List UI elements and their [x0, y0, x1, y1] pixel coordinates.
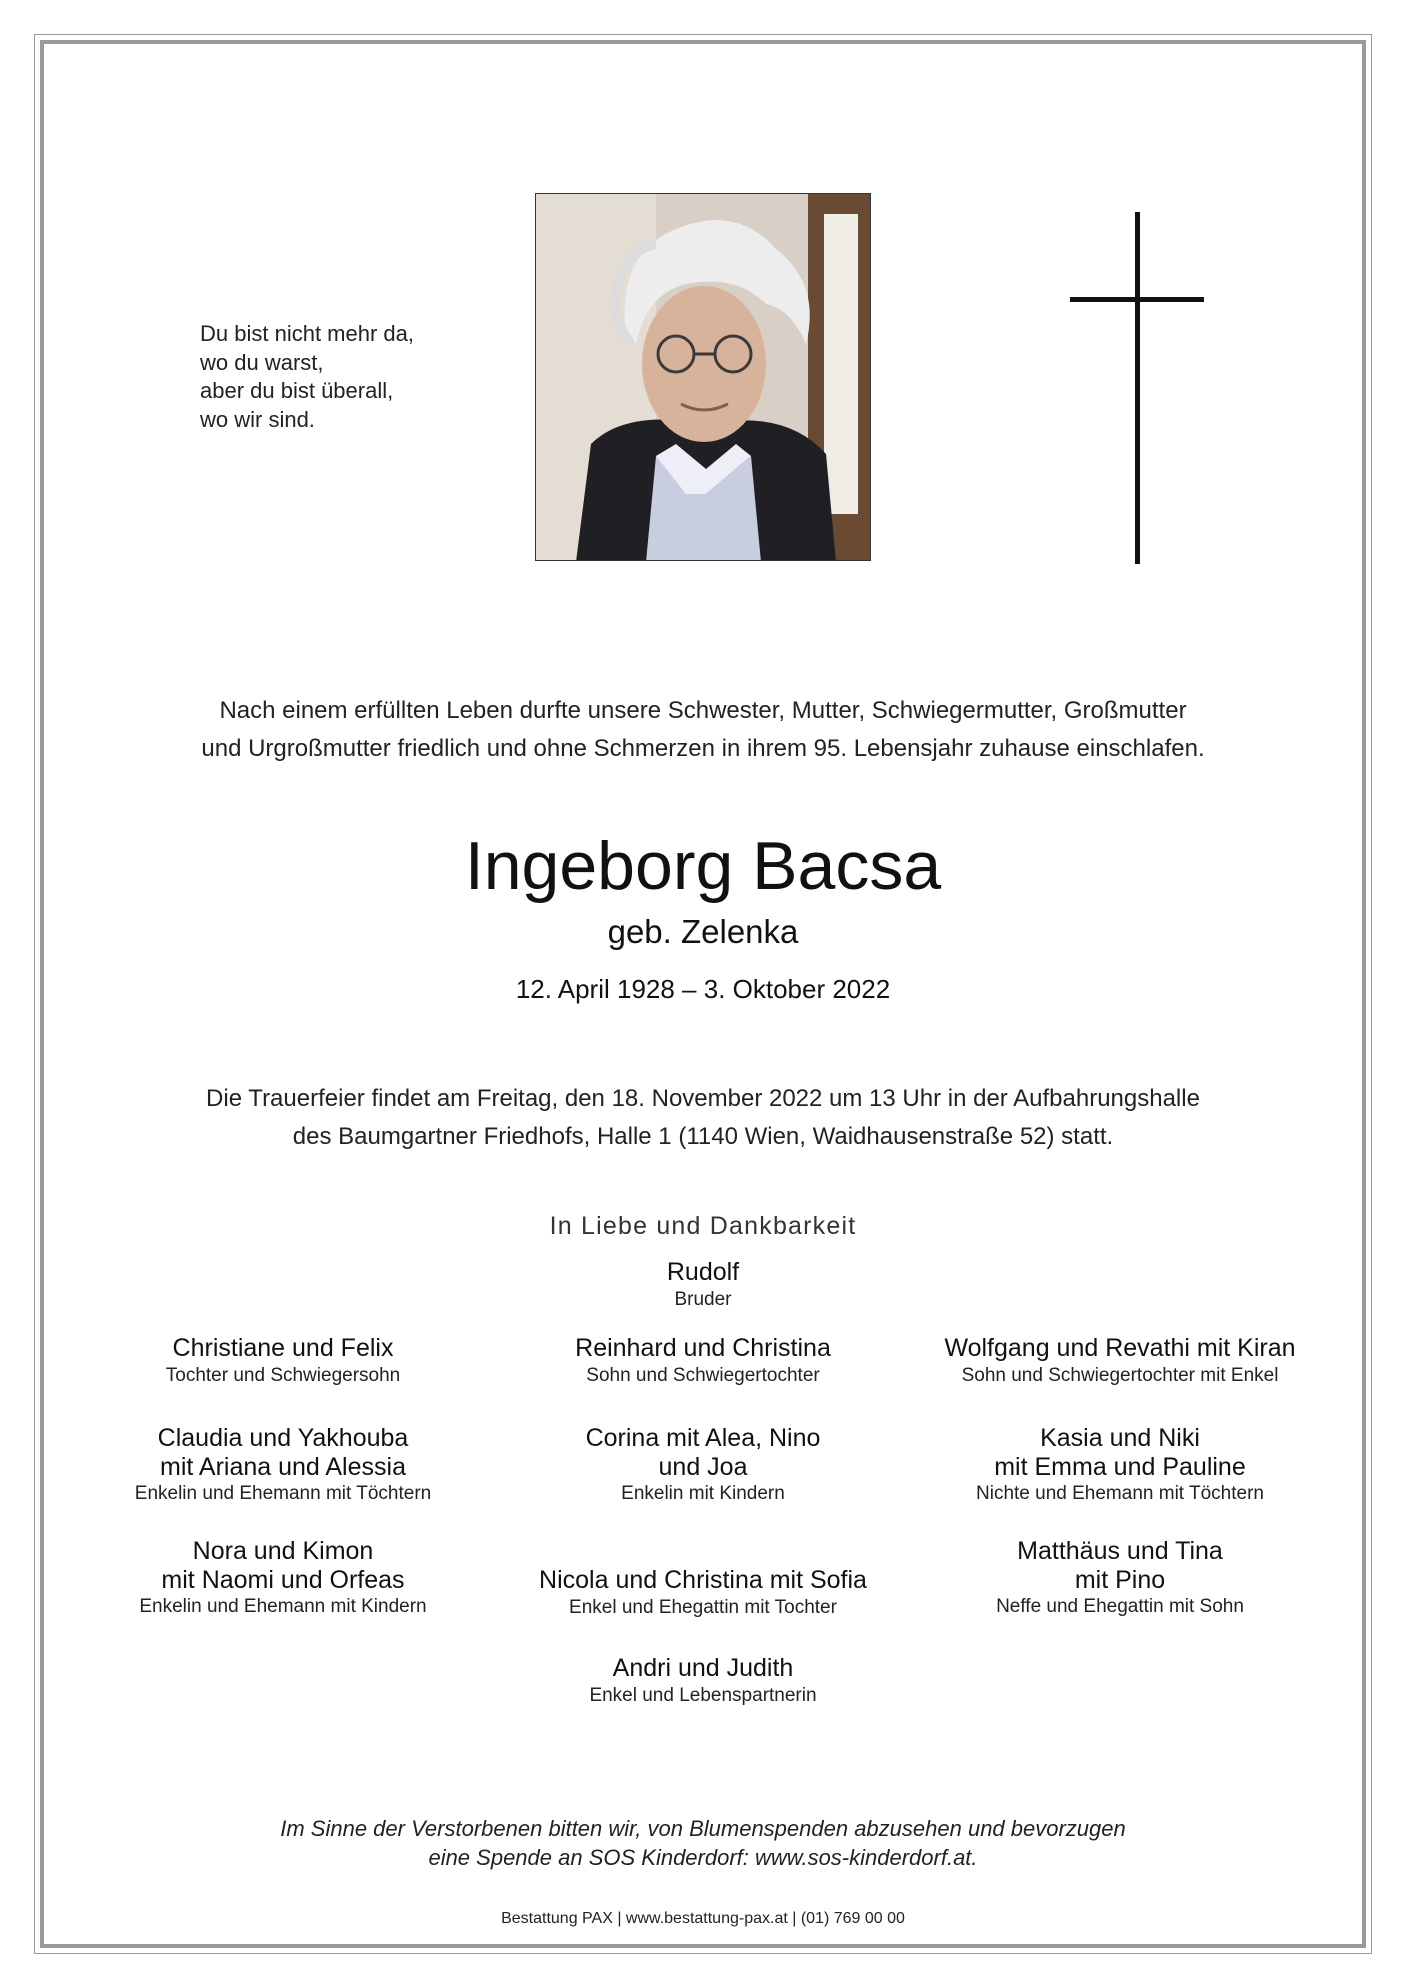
mourner-names: Nicola und Christina mit Sofia	[539, 1566, 867, 1594]
mourner-entry	[890, 1537, 1350, 1619]
portrait-photo	[535, 193, 871, 561]
service-line: des Baumgartner Friedhofs, Halle 1 (1140 Wien, Waidhausenstraße 52) statt.	[292, 1123, 1114, 1150]
mourner-names: Nora und Kimon	[192, 1537, 374, 1565]
mourner-entry	[473, 1424, 933, 1506]
poem-line: aber du bist überall,	[200, 378, 394, 403]
poem	[200, 320, 414, 434]
mourner-relation: Enkelin und Ehemann mit Töchtern	[134, 1483, 432, 1504]
mourner-names: Matthäus und Tina	[1017, 1537, 1223, 1565]
footer-contact: Bestattung PAX | www.bestattung-pax.at | (01) 769 00 00	[501, 1910, 905, 1927]
mourner-relation: Enkelin und Ehemann mit Kindern	[139, 1596, 427, 1617]
mourner-relation: Neffe und Ehegattin mit Sohn	[996, 1596, 1244, 1617]
mourner-relation: Sohn und Schwiegertochter	[586, 1364, 820, 1386]
mourner-entry	[473, 1258, 933, 1312]
mourner-names: Kasia und Niki	[1040, 1424, 1200, 1452]
mourner-entry	[890, 1424, 1350, 1506]
mourner-entry	[53, 1424, 513, 1506]
mourner-names: Rudolf	[666, 1258, 740, 1286]
poem-line: wo wir sind.	[200, 406, 315, 432]
mourner-relation: Enkel und Ehegattin mit Tochter	[569, 1596, 837, 1618]
poem-line: Du bist nicht mehr da,	[200, 321, 414, 346]
donation-notice	[0, 1814, 1406, 1872]
mourner-names: mit Emma und Pauline	[994, 1452, 1246, 1481]
mourner-entry	[473, 1334, 933, 1388]
mourner-names: mit Naomi und Orfeas	[161, 1565, 405, 1594]
mourner-entry	[473, 1654, 933, 1708]
notice-line: Im Sinne der Verstorbenen bitten wir, von Blumenspenden abzusehen und bevorzugen	[280, 1816, 1126, 1841]
mourner-relation: Sohn und Schwiegertochter mit Enkel	[961, 1364, 1279, 1386]
intro-line: Nach einem erfüllten Leben durfte unsere Schwester, Mutter, Schwiegermutter, Großmutter	[219, 697, 1187, 724]
mourner-names: Wolfgang und Revathi mit Kiran	[944, 1334, 1296, 1362]
mourner-entry	[890, 1334, 1350, 1388]
mourner-names: und Joa	[658, 1452, 748, 1481]
mourner-names: Andri und Judith	[612, 1654, 794, 1682]
notice-line: eine Spende an SOS Kinderdorf: www.sos-kinderdorf.at.	[428, 1845, 978, 1870]
mourner-relation: Nichte und Ehemann mit Töchtern	[976, 1483, 1264, 1504]
mourner-names: mit Ariana und Alessia	[160, 1452, 406, 1481]
mourners-heading: In Liebe und Dankbarkeit	[549, 1212, 857, 1240]
mourner-entry	[53, 1334, 513, 1388]
mourner-names: Claudia und Yakhouba	[157, 1424, 409, 1452]
mourner-relation: Enkel und Lebenspartnerin	[589, 1684, 817, 1706]
intro-text	[0, 692, 1406, 768]
mourner-names: Corina mit Alea, Nino	[585, 1424, 821, 1452]
service-text	[0, 1080, 1406, 1156]
cross-icon	[1070, 212, 1210, 564]
mourner-relation: Bruder	[674, 1288, 732, 1310]
poem-line: wo du warst,	[200, 349, 324, 375]
mourner-relation: Enkelin mit Kindern	[621, 1483, 785, 1504]
intro-line: und Urgroßmutter friedlich und ohne Schmerzen in ihrem 95. Lebensjahr zuhause einschlafen.	[201, 735, 1205, 762]
deceased-name: Ingeborg Bacsa	[464, 828, 942, 904]
life-dates: 12. April 1928 – 3. Oktober 2022	[515, 974, 891, 1004]
service-line: Die Trauerfeier findet am Freitag, den 18. November 2022 um 13 Uhr in der Aufbahrungshalle	[206, 1085, 1200, 1112]
mourner-relation: Tochter und Schwiegersohn	[165, 1364, 401, 1386]
maiden-name: geb. Zelenka	[607, 913, 799, 950]
mourner-names: mit Pino	[1074, 1565, 1166, 1594]
mourner-entry	[53, 1537, 513, 1619]
mourner-names: Christiane und Felix	[172, 1334, 394, 1362]
mourner-names: Reinhard und Christina	[575, 1334, 831, 1362]
mourner-entry	[473, 1566, 933, 1620]
